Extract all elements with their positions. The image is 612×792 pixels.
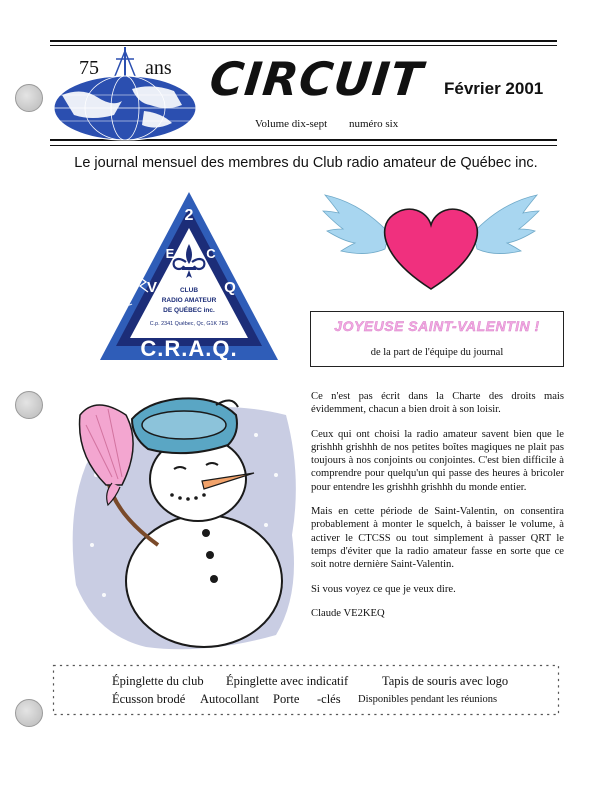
logo-letter-v: V — [146, 279, 158, 296]
logo-address: C.p. 2341 Québec, Qc, G1K 7E5 — [149, 321, 229, 327]
logo-club-line-2: RADIO AMATEUR — [161, 297, 217, 304]
footer-availability-note: Disponibles pendant les réunions — [358, 694, 498, 705]
newsletter-title: CIRCUIT — [207, 52, 426, 106]
logo-club-line-1: CLUB — [179, 287, 199, 294]
logo-letter-q: Q — [224, 279, 236, 296]
anniversary-word: ans — [145, 57, 172, 79]
masthead-top-rule — [50, 40, 557, 42]
valentine-message-box — [310, 311, 564, 367]
tagline: Le journal mensuel des membres du Club radio amateur de Québec inc. — [74, 155, 538, 171]
article-paragraph: Ceux qui ont choisi la radio amateur savent bien que le grishhh grishhh de nos petites boîtes magiques ne plait pas toujours à nos conjoints ou conjointes. C'est bien difficile à comprendre pour quelqu'un qui passe des heures à bricoler pour entendre les grishhh grishhh du monde entier. — [311, 428, 564, 493]
logo-acronym: C.R.A.Q. — [140, 336, 238, 361]
issue-number: numéro six — [349, 118, 399, 130]
article-paragraph: Si vous voyez ce que je veux dire. — [311, 583, 456, 595]
logo-letter-e: E — [165, 246, 175, 261]
globe-antenna-logo — [52, 45, 202, 145]
masthead-bottom-rule-thin — [50, 145, 557, 146]
article-body — [311, 390, 564, 631]
footer-item-mousepad: Tapis de souris avec logo — [382, 674, 509, 688]
article-signature: Claude VE2KEQ — [311, 607, 385, 619]
logo-club-line-3: DE QUÉBEC inc. — [163, 307, 215, 314]
binder-hole-top — [15, 84, 43, 112]
footer-item-callsign-pin: Épinglette avec indicatif — [226, 674, 349, 688]
binder-hole-middle — [15, 391, 43, 419]
issue-date: Février 2001 — [444, 79, 544, 98]
logo-letter-c: C — [206, 246, 216, 261]
winged-heart-illustration — [321, 193, 541, 293]
article-paragraph: Ce n'est pas écrit dans la Charte des droits mais évidemment, chacun a bien droit à son loisir. — [311, 391, 564, 416]
footer-item-club-pin: Épinglette du club — [112, 674, 204, 688]
binder-hole-bottom — [15, 699, 43, 727]
anniversary-number: 75 — [79, 57, 99, 79]
valentine-title: JOYEUSE SAINT-VALENTIN ! — [334, 318, 540, 334]
footer-item-badge: Écusson brodé — [112, 692, 186, 706]
snowman-illustration — [56, 385, 304, 661]
issue-volume: Volume dix-sept — [255, 118, 328, 130]
footer-item-sticker: Autocollant — [200, 692, 260, 706]
footer-item-keychain-part2: -clés — [317, 692, 341, 706]
article-paragraph: Mais en cette période de Saint-Valentin, on consentira probablement à monter le squelch, à baisser le volume, à activer le CTCSS ou tout simplement à passer QRT le temps d'éviter que la radio amateur fasse en sorte que ce soit notre dernière Saint-Valentin. — [311, 506, 564, 571]
logo-number: 2 — [184, 207, 194, 224]
valentine-subtitle: de la part de l'équipe du journal — [370, 347, 504, 358]
club-merchandise-footer — [52, 664, 560, 716]
footer-item-keychain-part1: Porte — [273, 692, 300, 706]
craq-club-logo — [96, 188, 282, 364]
